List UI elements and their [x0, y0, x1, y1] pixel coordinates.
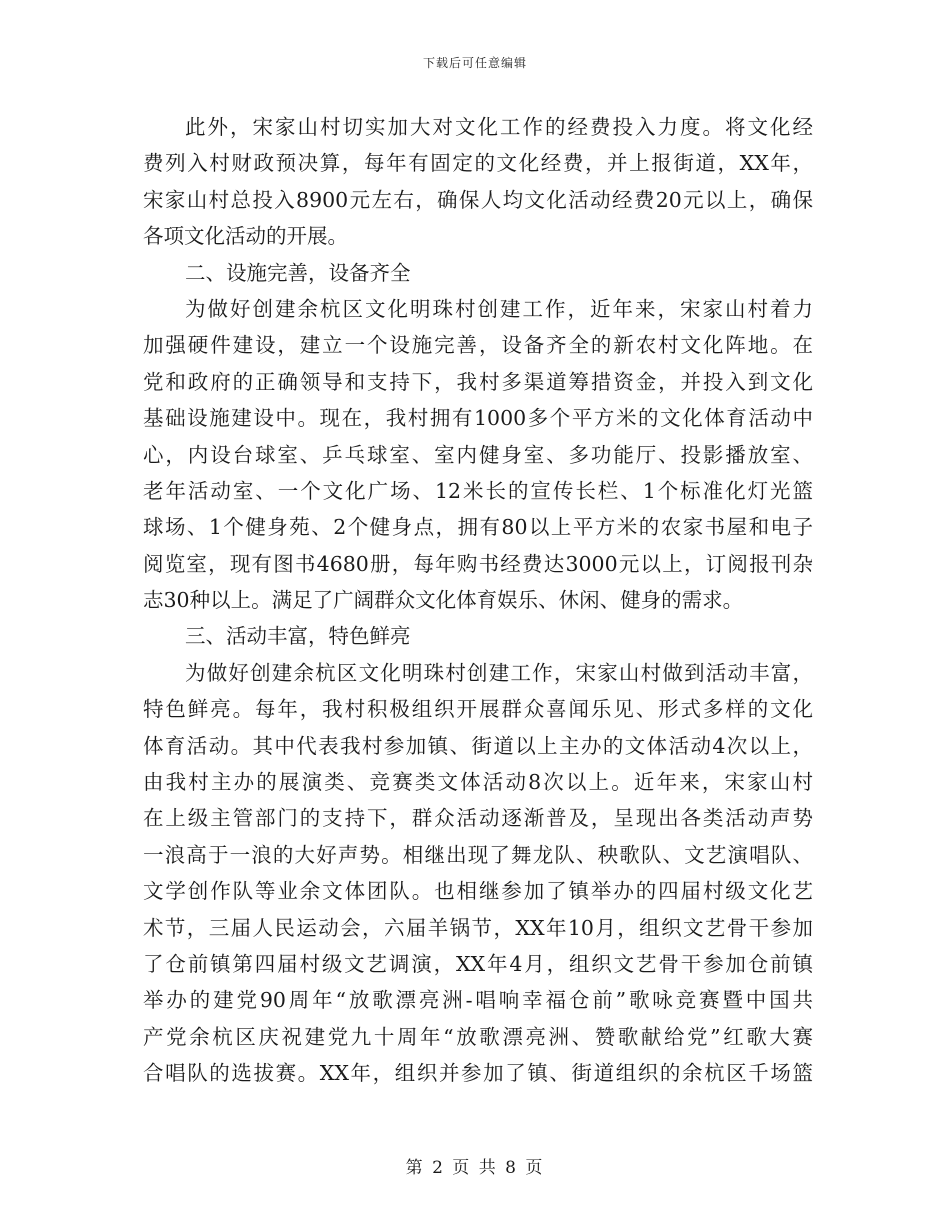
text-line: 体育活动。其中代表我村参加镇、街道以上主办的文体活动4次以上，: [143, 733, 813, 758]
text-line: 此外，宋家山村切实加大对文化工作的经费投入力度。将文化经: [185, 115, 813, 139]
text-line: 各项文化活动的开展。: [143, 224, 348, 249]
text-line: 术节，三届人民运动会，六届羊锅节，XX年10月，组织文艺骨干参加: [143, 915, 813, 940]
text-line: 为做好创建余杭区文化明珠村创建工作，宋家山村做到活动丰富，: [185, 660, 813, 685]
text-line: 二、设施完善，设备齐全: [185, 260, 411, 285]
text-line: 三、活动丰富，特色鲜亮: [185, 624, 411, 649]
page-header-note: 下载后可任意编辑: [422, 56, 527, 70]
text-line: 志30种以上。满足了广阔群众文化体育娱乐、休闲、健身的需求。: [143, 588, 744, 613]
text-line: 一浪高于一浪的大好声势。相继出现了舞龙队、秧歌队、文艺演唱队、: [143, 842, 813, 867]
text-line: 党和政府的正确领导和支持下，我村多渠道筹措资金，并投入到文化: [143, 369, 813, 394]
text-line: 心，内设台球室、乒乓球室、室内健身室、多功能厅、投影播放室、: [143, 442, 813, 467]
text-line: 了仓前镇第四届村级文艺调演，XX年4月，组织文艺骨干参加仓前镇: [143, 951, 813, 976]
text-line: 文学创作队等业余文体团队。也相继参加了镇举办的四届村级文化艺: [143, 879, 813, 904]
text-line: 特色鲜亮。每年，我村积极组织开展群众喜闻乐见、形式多样的文化: [143, 697, 813, 722]
text-line: 产党余杭区庆祝建党九十周年“放歌漂亮洲、赞歌献给党”红歌大赛: [143, 1024, 813, 1049]
text-line: 球场、1个健身苑、2个健身点，拥有80以上平方米的农家书屋和电子: [143, 515, 813, 540]
text-line: 合唱队的选拔赛。XX年，组织并参加了镇、街道组织的余杭区千场篮: [143, 1061, 813, 1086]
text-line: 老年活动室、一个文化广场、12米长的宣传长栏、1个标准化灯光篮: [143, 478, 813, 503]
text-line: 宋家山村总投入8900元左右，确保人均文化活动经费20元以上，确保: [143, 187, 813, 212]
text-line: 由我村主办的展演类、竞赛类文体活动8次以上。近年来，宋家山村: [143, 770, 813, 795]
text-line: 阅览室，现有图书4680册，每年购书经费达3000元以上，订阅报刊杂: [143, 551, 813, 576]
text-line: 基础设施建设中。现在，我村拥有1000多个平方米的文化体育活动中: [143, 406, 813, 431]
text-line: 费列入村财政预决算，每年有固定的文化经费，并上报街道，XX年，: [143, 151, 813, 176]
page-number-footer: 第 2 页 共 8 页: [405, 1158, 545, 1178]
document-body: [143, 109, 813, 1092]
text-line: 在上级主管部门的支持下，群众活动逐渐普及，呈现出各类活动声势: [143, 806, 813, 831]
text-line: 加强硬件建设，建立一个设施完善，设备齐全的新农村文化阵地。在: [143, 333, 813, 358]
text-line: 为做好创建余杭区文化明珠村创建工作，近年来，宋家山村着力: [185, 296, 813, 321]
text-line: 举办的建党90周年“放歌漂亮洲-唱响幸福仓前”歌咏竞赛暨中国共: [143, 988, 813, 1013]
